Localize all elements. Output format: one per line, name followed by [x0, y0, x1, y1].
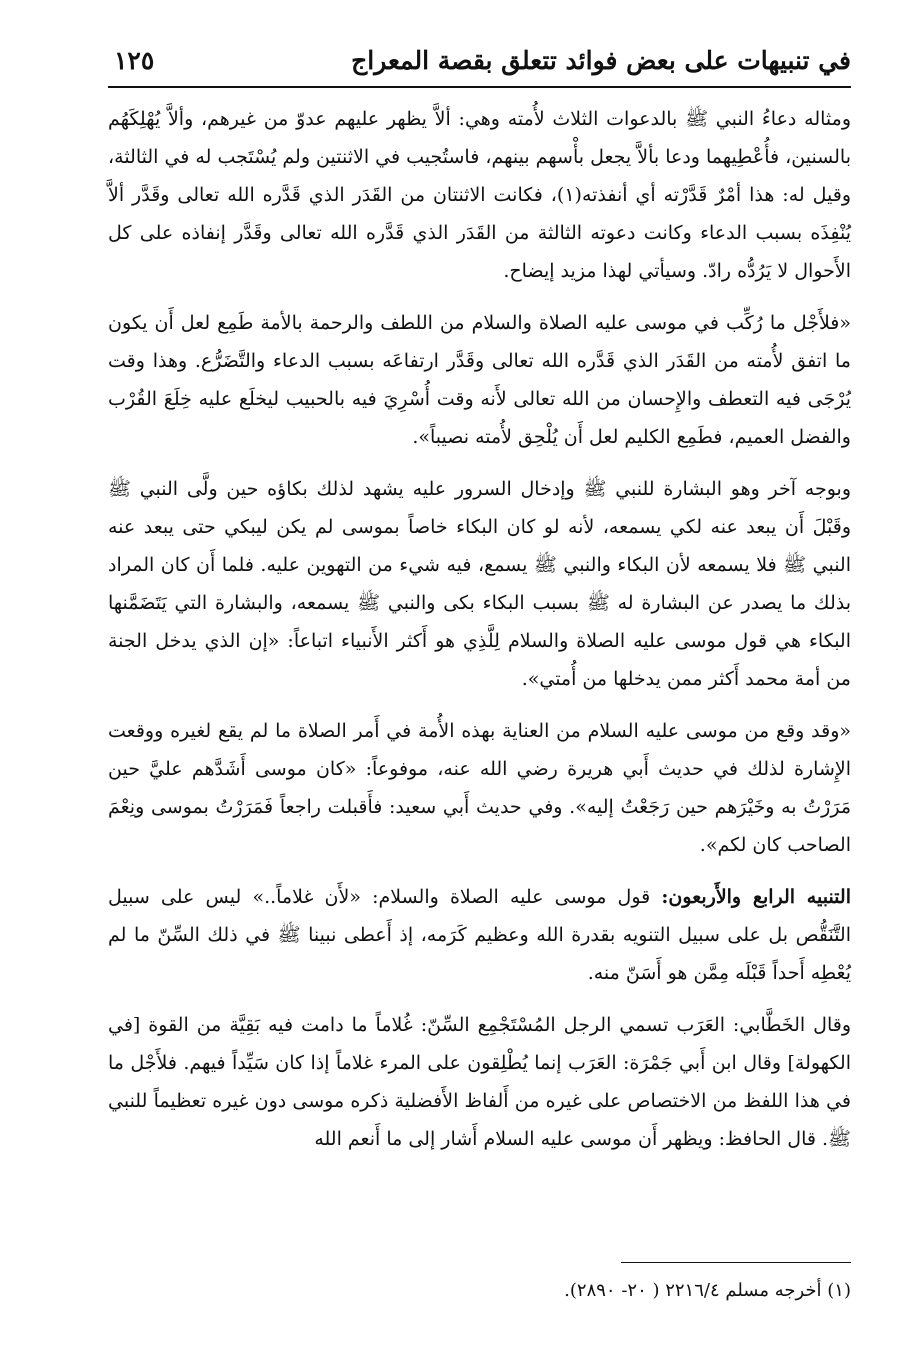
footnote: (١) أخرجه مسلم ٢٢١٦/٤ ( ٢٠- ٢٨٩٠). [564, 1280, 851, 1301]
paragraph-text: «وقد وقع من موسى عليه السلام من العناية بهذه الأُمة في أَمر الصلاة ما لم يقع لغيره ووقعت الإِشارة لذلك في حديث أَبي هريرة رضي الله عنه، موفوعاً: «كان موسى أَشَدَّهم عليَّ حين مَرَرْتُ به وخَيْرَهم حين رَجَعْتُ إليه». وفي حديث أَبي سعيد: فأَقبلت راجعاً فَمَرَرْتُ بموسى ونِعْمَ الصاحب كان لكم». [108, 720, 851, 856]
paragraph-text: قول موسى عليه الصلاة والسلام: «لأَن غلاماً..» ليس على سبيل التَّنَقُّص بل على سبيل التنويه بقدرة الله وعظيم كَرَمه، إذ أَعطى نبينا ﷺ في ذلك السِّنّ ما لم يُعْطِه أَحداً قَبْلَه مِمَّن هو أَسَنّ منه. [108, 886, 851, 984]
paragraph [108, 712, 851, 864]
running-header-title: في تنبيهات على بعض فوائد تتعلق بقصة المعراج [351, 46, 851, 75]
paragraph [108, 878, 851, 992]
paragraph [108, 304, 851, 456]
paragraph-text: وبوجه آخر وهو البشارة للنبي ﷺ وإدخال السرور عليه يشهد لذلك بكاؤه حين ولَّى النبي ﷺ وقَبْلَ أَن يبعد عنه لكي يسمعه، لأنه لو كان البكاء خاصاً بموسى لم يكن ليبكي حتى يبعد عنه النبي ﷺ فلا يسمعه لأن البكاء والنبي ﷺ يسمع، فيه شيء من التهوين عليه. فلما أَن كان المراد بذلك ما يصدر عن البشارة له ﷺ بسبب البكاء بكى والنبي ﷺ يسمعه، والبشارة التي يَتَضَمَّنها البكاء هي قول موسى عليه الصلاة والسلام لِلَّذِي هو أَكثر الأَنبياء اتباعاً: «إن الذي يدخل الجنة من أمة محمد أَكثر ممن يدخلها من أُمتي». [108, 478, 851, 690]
paragraph-text: ومثاله دعاءُ النبي ﷺ بالدعوات الثلاث لأُمته وهي: ألاَّ يظهر عليهم عدوّ من غيرهم، وألاَّ يُهْلِكَهُم بالسنين، فأُعْطِيهما ودعا بألاَّ يجعل بأْسهم بينهم، فاستُجيب في الاثنتين ولم يُسْتَجب له في الثالثة، وقيل له: هذا أمْرٌ قَدَّرْته أي أنفذته(١)، فكانت الاثنتان من القَدَر الذي قَدَّره الله تعالى وقَدَّر ألاَّ يُنْفِذَه بسبب الدعاء وكانت دعوته الثالثة من القَدَر الذي قَدَّره الله تعالى وقَدَّر إنفاذه على كل الأَحوال لا يَرُدُّه رادّ. وسيأتي لهذا مزيد إيضاح. [108, 108, 851, 282]
paragraph-text: وقال الخَطَّابي: العَرَب تسمي الرجل المُسْتَجْمِع السِّنّ: غُلاماً ما دامت فيه بَقِيَّة من القوة [في الكهولة] وقال ابن أَبي جَمْرَة: العَرَب إنما يُطْلِقون على المرء غلاماً إذا كان سَيِّداً فيهم. فلأَجْل ما في هذا اللفظ من الاختصاص على غيره من أَلفاظ الأَفضلية ذكره موسى دون غيره تعظيماً للنبي ﷺ. قال الحافظ: ويظهر أَن موسى عليه السلام أَشار إلى ما أَنعم الله [108, 1014, 851, 1150]
paragraph-text: «فلأَجْل ما رُكِّب في موسى عليه الصلاة والسلام من اللطف والرحمة بالأمة طَمِع لعل أَن يكون ما اتفق لأُمته من القَدَر الذي قَدَّره الله تعالى وقَدَّر ارتفاعَه بسبب الدعاء والتَّضَرُّع. وهذا وقت يُرْجَى فيه التعطف والإِحسان من الله تعالى لأَنه وقت أُسْرِيَ فيه بالحبيب ليخلَع عليه خِلَعَ القُرْب والفضل العميم، فطَمِع الكليم لعل أَن يُلْحِق لأُمته نصيباً». [108, 312, 851, 448]
paragraph [108, 470, 851, 698]
body-text [108, 100, 851, 1172]
paragraph [108, 1006, 851, 1158]
section-heading: التنبيه الرابع والأَربعون: [661, 886, 851, 908]
footnote-divider [621, 1262, 851, 1263]
running-header [108, 40, 851, 88]
page-number: ١٢٥ [114, 46, 155, 75]
paragraph [108, 100, 851, 290]
